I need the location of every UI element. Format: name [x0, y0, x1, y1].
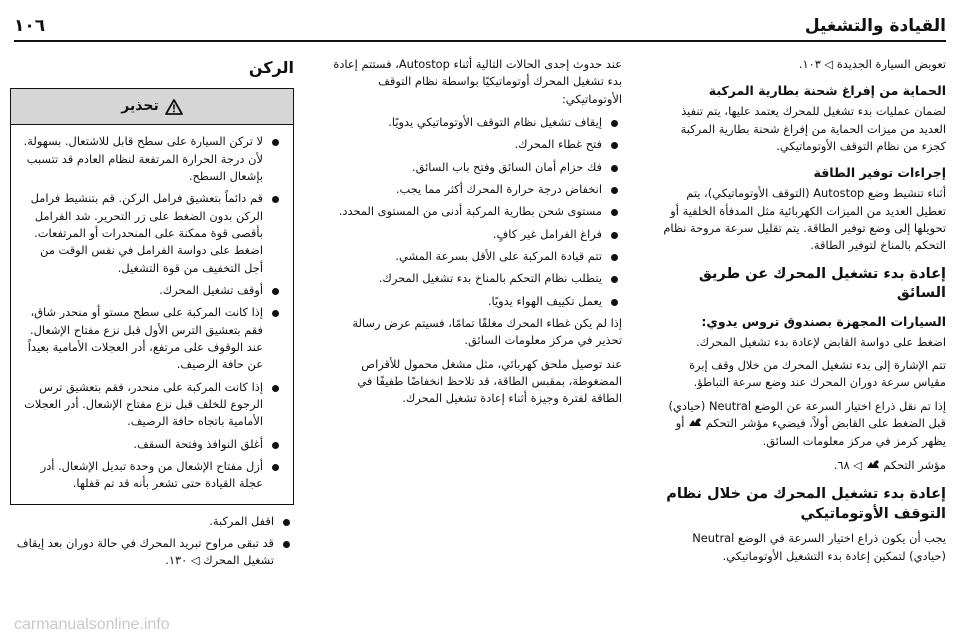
list-item: يتطلب نظام التحكم بالمناخ بدء تشغيل المحرك.	[326, 270, 622, 287]
list-item: مستوى شحن بطارية المركبة أدنى من المستوى المحدد.	[326, 203, 622, 220]
auto-restart-text: يجب أن يكون ذراع اختيار السرعة في الوضع Neutral (حيادي) لتمكين إعادة بدء التشغيل الأوتوماتيكي.	[692, 531, 946, 563]
list-item: أغلق النوافذ وفتحة السقف.	[19, 436, 283, 453]
list-item: إذا كانت المركبة على منحدر، فقم بتعشيق ترس الرجوع للخلف قبل نزع مفتاح الإشعال. أدر العجلات الأمامية باتجاه حافة الرصيف.	[19, 379, 283, 431]
list-item: يعمل تكييف الهواء يدويًا.	[326, 293, 622, 310]
list-item: فراغ الفرامل غير كافٍ.	[326, 226, 622, 243]
warning-body	[11, 125, 293, 503]
page-title: القيادة والتشغيل	[804, 16, 946, 36]
warning-header	[11, 89, 293, 125]
list-item: إذا كانت المركبة على سطح مستو أو منحدر شاق، فقم بتعشيق الترس الأول قبل نزع مفتاح الإشعال. عند الوقوف على مرتفع، أدر العجلات الأمامية بعيداً عن حافة الرصيف.	[19, 304, 283, 373]
accessory-note-text: عند توصيل ملحق كهربائي، مثل مشغل محمول للأقراص المضغوطة، بمقبس الطاقة، قد تلاحظ انخفاضًا طفيفًا في الطاقة لفترة وجيزة أثناء إعادة تشغيل المحرك.	[357, 356, 622, 406]
warning-label: تحذير	[121, 98, 159, 115]
battery-protection-text: لضمان عمليات بدء تشغيل للمحرك يعتمد عليها، يتم تنفيذ العديد من ميزات الحماية من إفراغ شحنة بطارية المركبة كجزء من نظام التوقف الأوتوماتيكي.	[680, 104, 946, 153]
after-parking-list	[10, 513, 294, 570]
list-item: فتح غطاء المحرك.	[326, 136, 622, 153]
list-item: اقفل المركبة.	[10, 513, 294, 530]
restart-conditions-intro: عند حدوث إحدى الحالات التالية أثناء Autostop، فستتم إعادة بدء تشغيل المحرك أوتوماتيكيًا بواسطة نظام التوقف الأوتوماتيكي:	[333, 57, 622, 106]
autostop-indicator-icon	[688, 416, 702, 433]
list-item: فك حزام أمان السائق وفتح باب السائق.	[326, 159, 622, 176]
section-title-parking: الركن	[248, 58, 294, 77]
intro-text: تعويض السيارة الجديدة ◁ ١٠٣.	[798, 57, 946, 71]
column-left	[10, 56, 294, 575]
warning-box	[10, 88, 294, 504]
hood-warning-text: إذا لم يكن غطاء المحرك مغلقًا تمامًا، فسيتم عرض رسالة تحذير في مركز معلومات السائق.	[352, 315, 622, 348]
list-item: إيقاف تشغيل نظام التوقف الأوتوماتيكي يدويًا.	[326, 114, 622, 131]
watermark: carmanualsonline.info	[14, 616, 170, 633]
list-item: أزل مفتاح الإشعال من وحدة تبديل الإشعال. أدر عجلة القيادة حتى تشعر بأنه قد تم قفلها.	[19, 458, 283, 493]
manual-restart-text-1: اضغط على دواسة القابض لإعادة بدء تشغيل المحرك.	[696, 334, 946, 349]
indicator-reference-page: ◁ ٦٨.	[833, 457, 863, 472]
heading-manual-restart: إعادة بدء تشغيل المحرك عن طريق السائق	[698, 265, 946, 302]
heading-auto-restart: إعادة بدء تشغيل المحرك من خلال نظام التوقف الأوتوماتيكي	[666, 486, 946, 522]
restart-conditions-list	[326, 114, 622, 310]
list-item: أوقف تشغيل المحرك.	[19, 282, 283, 299]
list-item: قد تبقى مراوح تبريد المحرك في حالة دوران بعد إيقاف تشغيل المحرك ◁ ١٣٠.	[10, 535, 294, 570]
autostop-indicator-icon	[866, 458, 880, 475]
heading-battery-protection: الحماية من إفراغ شحنة بطارية المركبة	[708, 83, 946, 99]
heading-manual-gearbox: السيارات المجهزة بصندوق تروس يدوي:	[701, 313, 946, 329]
heading-energy-saving: إجراءات توفير الطاقة	[813, 165, 946, 181]
manual-restart-text-3b: أو يظهر كرمز في مركز معلومات السائق.	[675, 416, 946, 449]
column-right	[658, 56, 946, 571]
page-number: ١٠٦	[14, 16, 46, 36]
list-item: لا تركن السيارة على سطح قابل للاشتعال. بسهولة. لأن درجة الحرارة المرتفعة لنظام العادم قد تتسبب بإشعال السطح.	[19, 133, 283, 185]
energy-saving-text: أثناء تنشيط وضع Autostop (التوقف الأوتوماتيكي)، يتم تعطيل العديد من الميزات الكهربائية مثل المدفأة الخلفية أو تحويلها إلى وضع توفير الطاقة. يتم تقليل سرعة مروحة نظام التحكم بالمناخ لتوفير الطاقة.	[663, 186, 946, 253]
manual-restart-text-3	[658, 398, 946, 451]
column-middle	[326, 56, 622, 414]
list-item: قم دائماً بتعشيق فرامل الركن. قم بتنشيط فرامل الركن بدون الضغط على زر التحرير. شد الفرامل بأقصى قوة ممكنة على المنحدرات أو المرتفعات. اضغط على دواسة الفرامل في نفس الوقت من أجل التخفيف من قوة التشغيل.	[19, 190, 283, 277]
indicator-reference	[658, 457, 946, 475]
list-item: تتم قيادة المركبة على الأقل بسرعة المشي.	[326, 248, 622, 265]
page-header	[14, 12, 946, 42]
warning-list	[19, 133, 283, 492]
manual-restart-text-2: تتم الإشارة إلى بدء تشغيل المحرك من خلال وقف إبرة مقياس سرعة دوران المحرك عند وضع سرعة التباطؤ.	[689, 358, 946, 390]
warning-triangle-icon	[165, 99, 183, 115]
indicator-reference-label: مؤشر التحكم	[883, 457, 946, 472]
list-item: انخفاض درجة حرارة المحرك أكثر مما يجب.	[326, 181, 622, 198]
manual-restart-text-3a: إذا تم نقل ذراع اختيار السرعة عن الوضع Neutral (حيادي) قبل الضغط على القابض أولاً، فيضيء مؤشر التحكم	[668, 398, 946, 431]
